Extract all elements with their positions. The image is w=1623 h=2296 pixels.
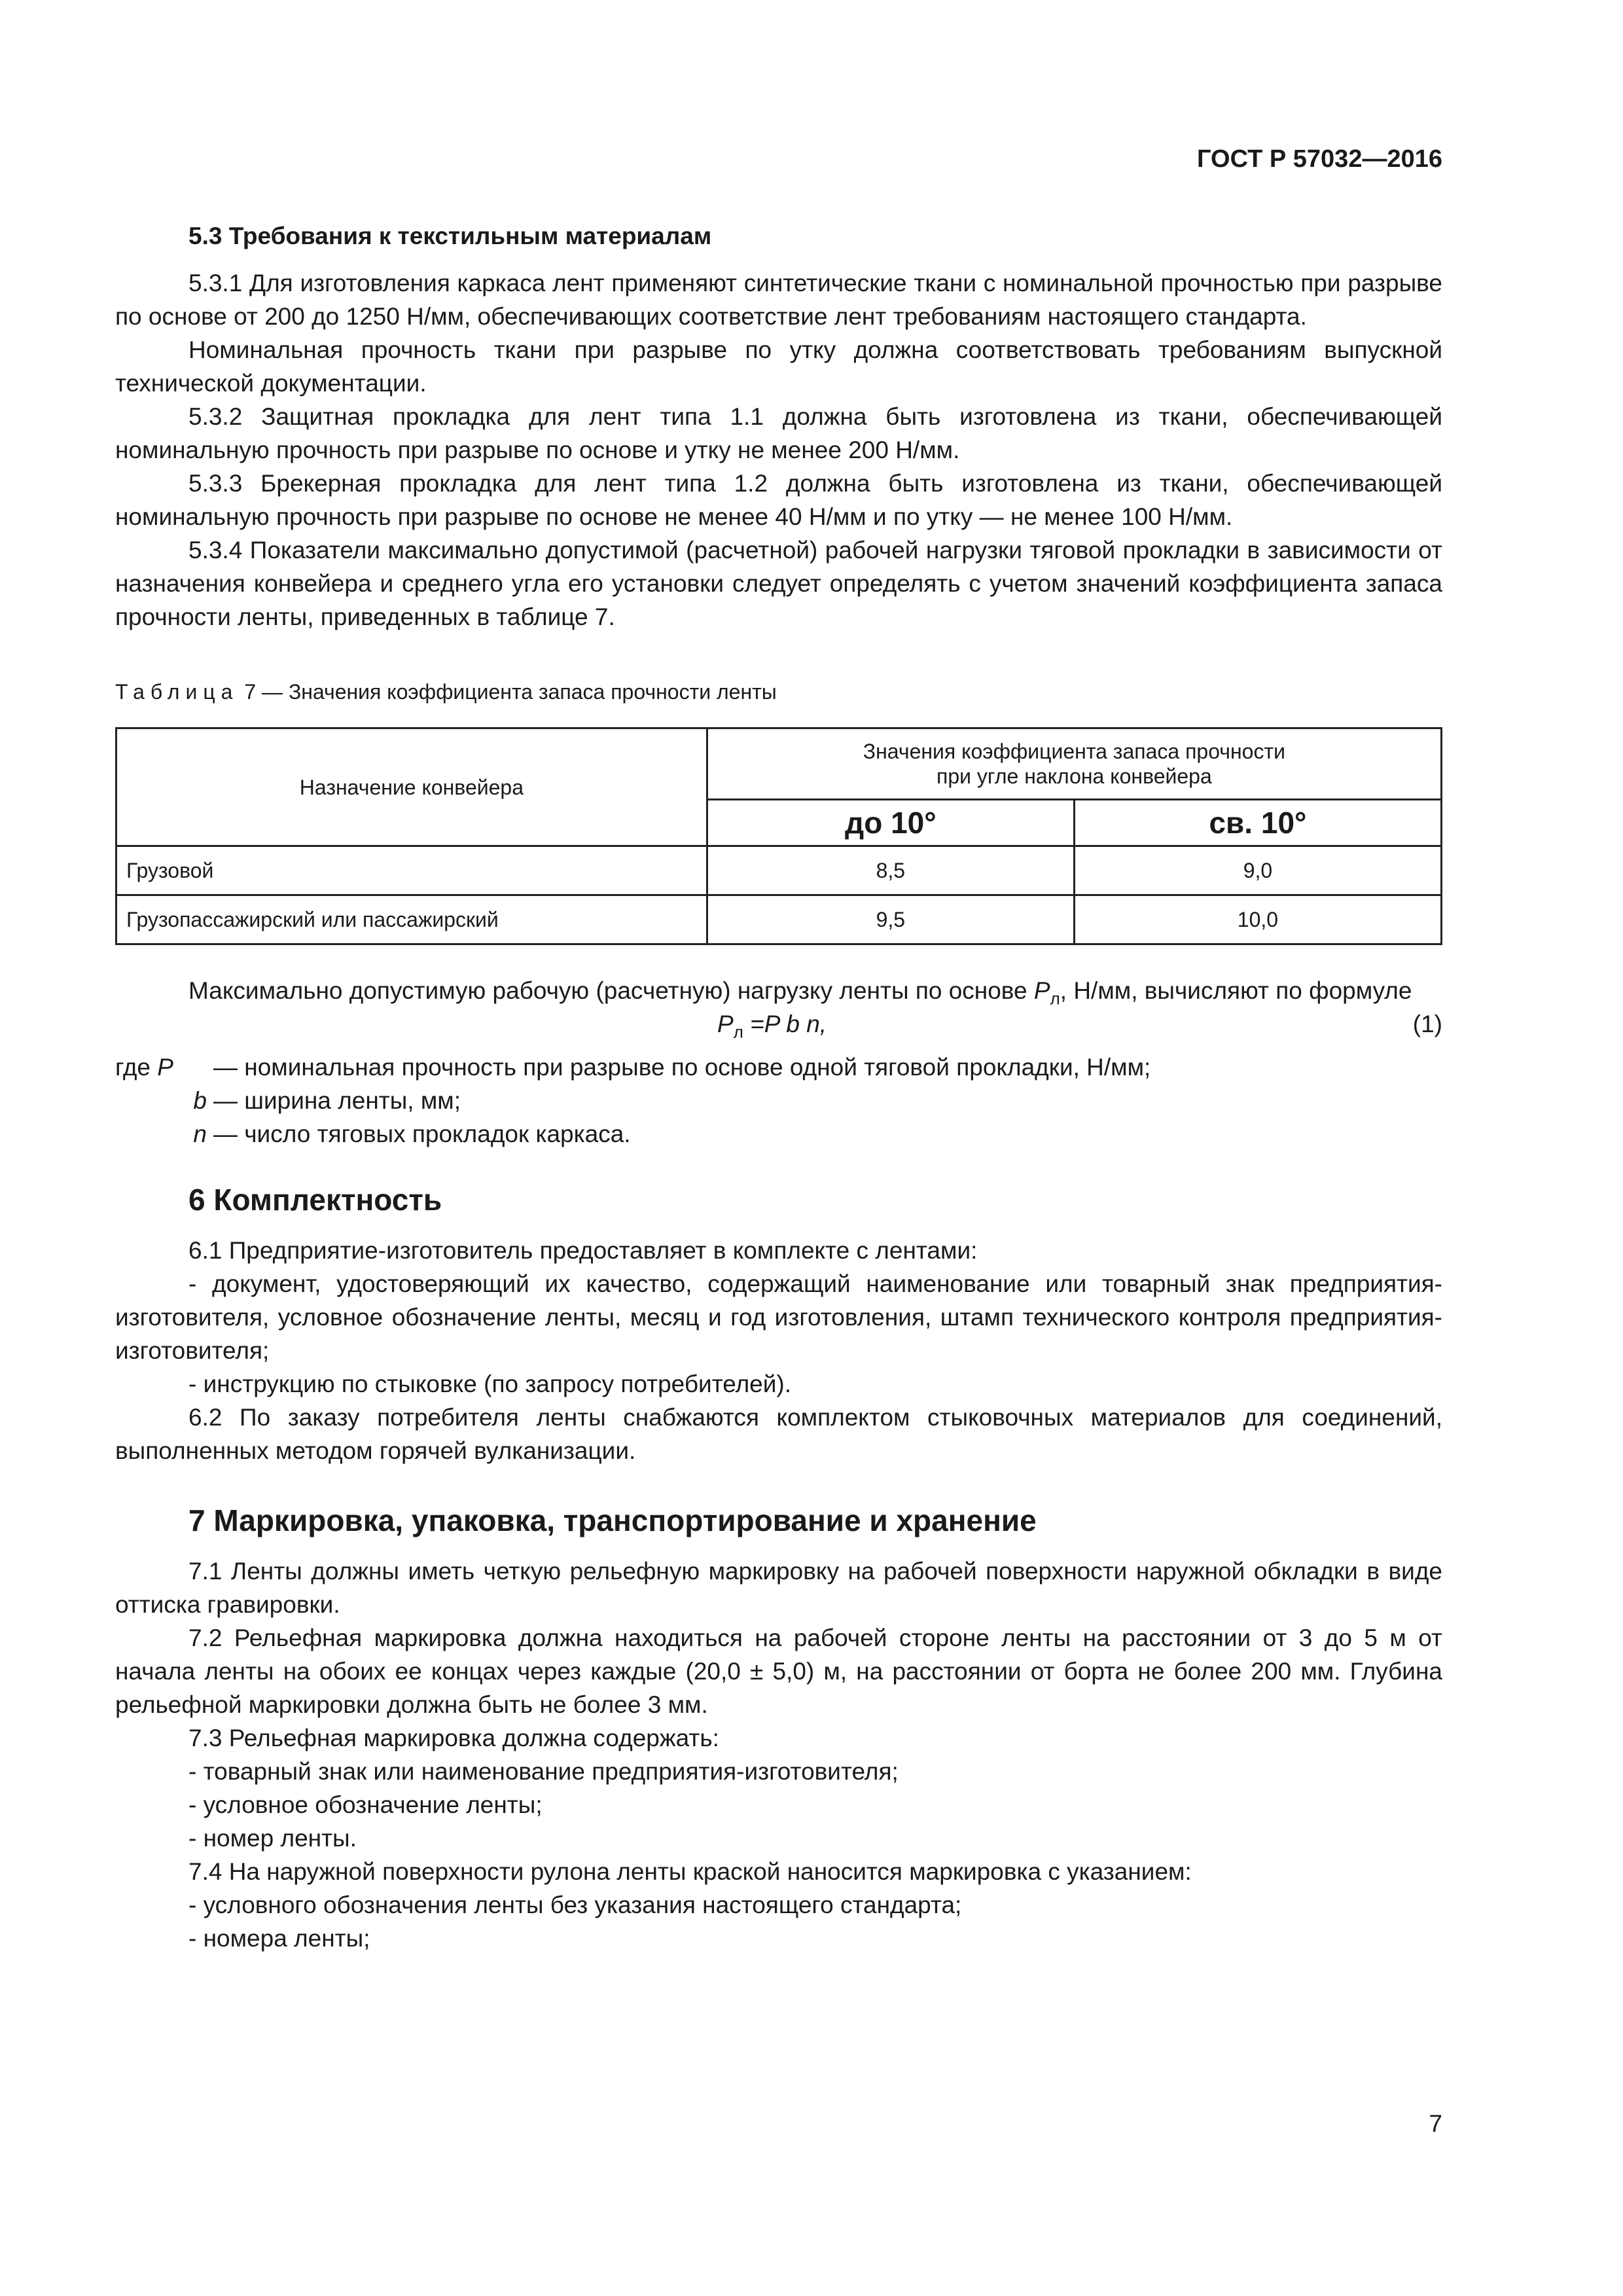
formula-1	[115, 1007, 1442, 1047]
symbol-subscript: л	[1050, 988, 1060, 1009]
paragraph-5-3-4: 5.3.4 Показатели максимально допустимой (расчетной) рабочей нагрузки тяговой прокладки в зависимости от назначения конвейера и среднего угла его установки следует определять с учетом значений коэффициента запаса прочности ленты, приведенных в таблице 7.	[115, 537, 1442, 630]
table-7-caption	[115, 675, 1442, 709]
list-item: - инструкцию по стыковке (по запросу потребителей).	[188, 1371, 792, 1397]
paragraph-7-3: 7.3 Рельефная маркировка должна содержать:	[188, 1725, 719, 1751]
page-body	[115, 219, 1442, 1955]
definition-row: b — ширина ленты, мм;	[193, 1087, 461, 1114]
section-7-title: 7 Маркировка, упаковка, транспортирование и хранение	[188, 1503, 1037, 1537]
table-row	[116, 895, 1442, 944]
symbol-p: P	[1033, 977, 1050, 1004]
list-item: - условного обозначения ленты без указания настоящего стандарта;	[188, 1892, 962, 1918]
definition-row: где P — номинальная прочность при разрыве по основе одной тяговой прокладки, Н/мм;	[115, 1054, 1151, 1081]
page-number: 7	[1429, 2110, 1442, 2137]
table-7	[115, 727, 1442, 945]
header-cell-over-10: св. 10°	[1074, 800, 1441, 846]
paragraph-5-3-1-weft: Номинальная прочность ткани при разрыве по утку должна соответствовать требованиям выпускной технической документации.	[115, 336, 1442, 397]
list-item: - номера ленты;	[188, 1925, 370, 1952]
document-code-header: ГОСТ Р 57032—2016	[1197, 145, 1442, 173]
cell-up-to-10: 9,5	[707, 895, 1074, 944]
paragraph-7-2: 7.2 Рельефная маркировка должна находиться на рабочей стороне ленты на расстоянии от 3 до 5 м от начала ленты на обоих ее концах через каждые (20,0 ± 5,0) м, на расстоянии от борта не более 200 мм. Глубина рельефной маркировки должна быть не более 3 мм.	[115, 1624, 1442, 1718]
table-header-row	[116, 728, 1442, 800]
paragraph-6-1: 6.1 Предприятие-изготовитель предоставляет в комплекте с лентами:	[188, 1237, 978, 1264]
paragraph-5-3-1: 5.3.1 Для изготовления каркаса лент применяют синтетические ткани с номинальной прочностью при разрыве по основе от 200 до 1250 Н/мм, обеспечивающих соответствие лент требованиям настоящего стандарта.	[115, 270, 1442, 330]
header-cell-purpose: Назначение конвейера	[116, 728, 707, 846]
list-item: - документ, удостоверяющий их качество, содержащий наименование или товарный знак предприятия-изготовителя, условное обозначение ленты, месяц и год изготовления, штамп технического контроля предприятия-изготовителя;	[115, 1270, 1442, 1364]
list-item: - условное обозначение ленты;	[188, 1791, 543, 1818]
paragraph-5-3-2: 5.3.2 Защитная прокладка для лент типа 1.1 должна быть изготовлена из ткани, обеспечивающей номинальную прочность при разрыве по основе и утку не менее 200 Н/мм.	[115, 403, 1442, 463]
section-5-3-title: 5.3 Требования к текстильным материалам	[188, 223, 712, 249]
list-item: - номер ленты.	[188, 1825, 357, 1852]
paragraph-7-4: 7.4 На наружной поверхности рулона ленты краской наносится маркировка с указанием:	[188, 1858, 1192, 1885]
header-cell-coefficient	[707, 728, 1441, 800]
paragraph-6-2: 6.2 По заказу потребителя ленты снабжаются комплектом стыковочных материалов для соединений, выполненных методом горячей вулканизации.	[115, 1404, 1442, 1464]
paragraph-5-3-3: 5.3.3 Брекерная прокладка для лент типа 1.2 должна быть изготовлена из ткани, обеспечивающей номинальную прочность при разрыве по основе не менее 40 Н/мм и по утку — не менее 100 Н/мм.	[115, 470, 1442, 530]
formula-intro: Максимально допустимую рабочую (расчетную) нагрузку ленты по основе $P_л$, Н/мм, вычисляют по формуле	[188, 977, 1412, 1009]
formula-expression: $P_л =P$ b n,	[717, 1011, 827, 1042]
paragraph-7-1: 7.1 Ленты должны иметь четкую рельефную маркировку на рабочей поверхности наружной обкладки в виде оттиска гравировки.	[115, 1558, 1442, 1618]
table-caption-label: Таблица	[115, 680, 239, 704]
table-caption-text: 7 — Значения коэффициента запаса прочности ленты	[238, 680, 777, 704]
header-coefficient-line2: при угле наклона конвейера	[936, 764, 1212, 788]
definition-row: n — число тяговых прокладок каркаса.	[193, 1121, 631, 1147]
header-coefficient-line1: Значения коэффициента запаса прочности	[863, 740, 1285, 763]
cell-purpose: Грузопассажирский или пассажирский	[116, 895, 707, 944]
formula-number: (1)	[1412, 1011, 1442, 1037]
section-6-title: 6 Комплектность	[188, 1183, 442, 1217]
cell-up-to-10: 8,5	[707, 846, 1074, 895]
formula-definitions	[115, 1050, 1442, 1151]
table-row	[116, 846, 1442, 895]
cell-purpose: Грузовой	[116, 846, 707, 895]
cell-over-10: 9,0	[1074, 846, 1441, 895]
header-cell-up-to-10: до 10°	[707, 800, 1074, 846]
list-item: - товарный знак или наименование предприятия-изготовителя;	[188, 1758, 899, 1785]
where-label: где	[115, 1054, 151, 1081]
cell-over-10: 10,0	[1074, 895, 1441, 944]
